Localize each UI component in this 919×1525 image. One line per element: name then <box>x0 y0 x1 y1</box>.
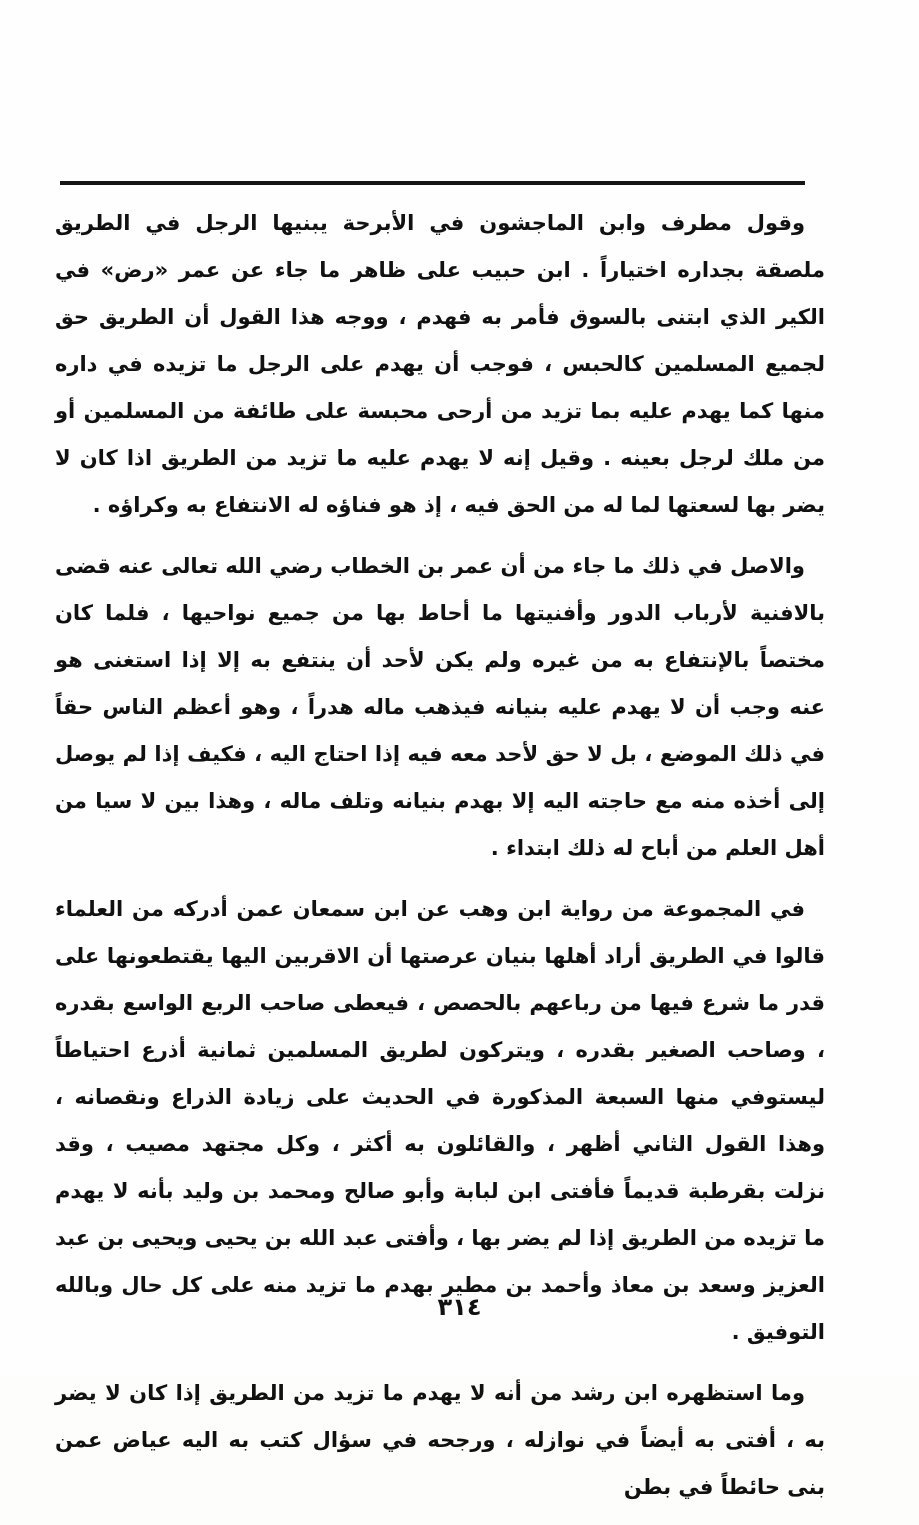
paragraph-3: في المجموعة من رواية ابن وهب عن ابن سمعان عمن أدركه من العلماء قالوا في الطريق أراد أهلها بنيان عرصتها أن الاقربين اليها يقتطعونها على قدر ما شرع فيها من رباعهم بالحصص ، فيعطى صاحب الربع الواسع بقدره ، وصاحب الصغير بقدره ، ويتركون لطريق المسلمين ثمانية أذرع احتياطاً ليستوفي منها السبعة المذكورة في الحديث على زيادة الذراع ونقصانه ، وهذا القول الثاني أظهر ، والقائلون به أكثر ، وكل مجتهد مصيب ، وقد نزلت بقرطبة قديماً فأفتى ابن لبابة وأبو صالح ومحمد بن وليد بأنه لا يهدم ما تزيده من الطريق إذا لم يضر بها ، وأفتى عبد الله بن يحيى ويحيى بن عبد العزيز وسعد بن معاذ وأحمد بن مطير بهدم ما تزيد منه على كل حال وبالله التوفيق . <box>55 897 825 1344</box>
paragraph-1: وقول مطرف وابن الماجشون في الأبرحة يبنيها الرجل في الطريق ملصقة بجداره اختياراً . ابن حبيب على ظاهر ما جاء عن عمر «رض» في الكير الذي ابتنى بالسوق فأمر به فهدم ، ووجه هذا القول أن الطريق حق لجميع المسلمين كالحبس ، فوجب أن يهدم على الرجل ما تزيده في داره منها كما يهدم عليه بما تزيد من أرحى محبسة على طائفة من المسلمين أو من ملك لرجل بعينه . وقيل إنه لا يهدم عليه ما تزيد من الطريق اذا كان لا يضر بها لسعتها لما له من الحق فيه ، إذ هو فناؤه له الانتفاع به وكراؤه . <box>55 211 825 517</box>
body-text <box>55 200 825 1525</box>
header-rule <box>60 181 805 185</box>
page-number: ٣١٤ <box>437 1293 482 1321</box>
paragraph-2: والاصل في ذلك ما جاء من أن عمر بن الخطاب رضي الله تعالى عنه قضى بالافنية لأرباب الدور وأفنيتها ما أحاط بها من جميع نواحيها ، فلما كان مختصاً بالإنتفاع به من غيره ولم يكن لأحد أن ينتفع به إلا إذا استغنى هو عنه وجب أن لا يهدم عليه بنيانه فيذهب ماله هدراً ، وهو أعظم الناس حقاً في ذلك الموضع ، بل لا حق لأحد معه فيه إذا احتاج اليه ، فكيف إذا لم يوصل إلى أخذه منه مع حاجته اليه إلا بهدم بنيانه وتلف ماله ، وهذا بين لا سيا من أهل العلم من أباح له ذلك ابتداء . <box>55 554 825 860</box>
paragraph-4: وما استظهره ابن رشد من أنه لا يهدم ما تزيد من الطريق إذا كان لا يضر به ، أفتى به أيضاً في نوازله ، ورجحه في سؤال كتب به اليه عياض عمن بنى حائطاً في بطن <box>55 1381 825 1499</box>
